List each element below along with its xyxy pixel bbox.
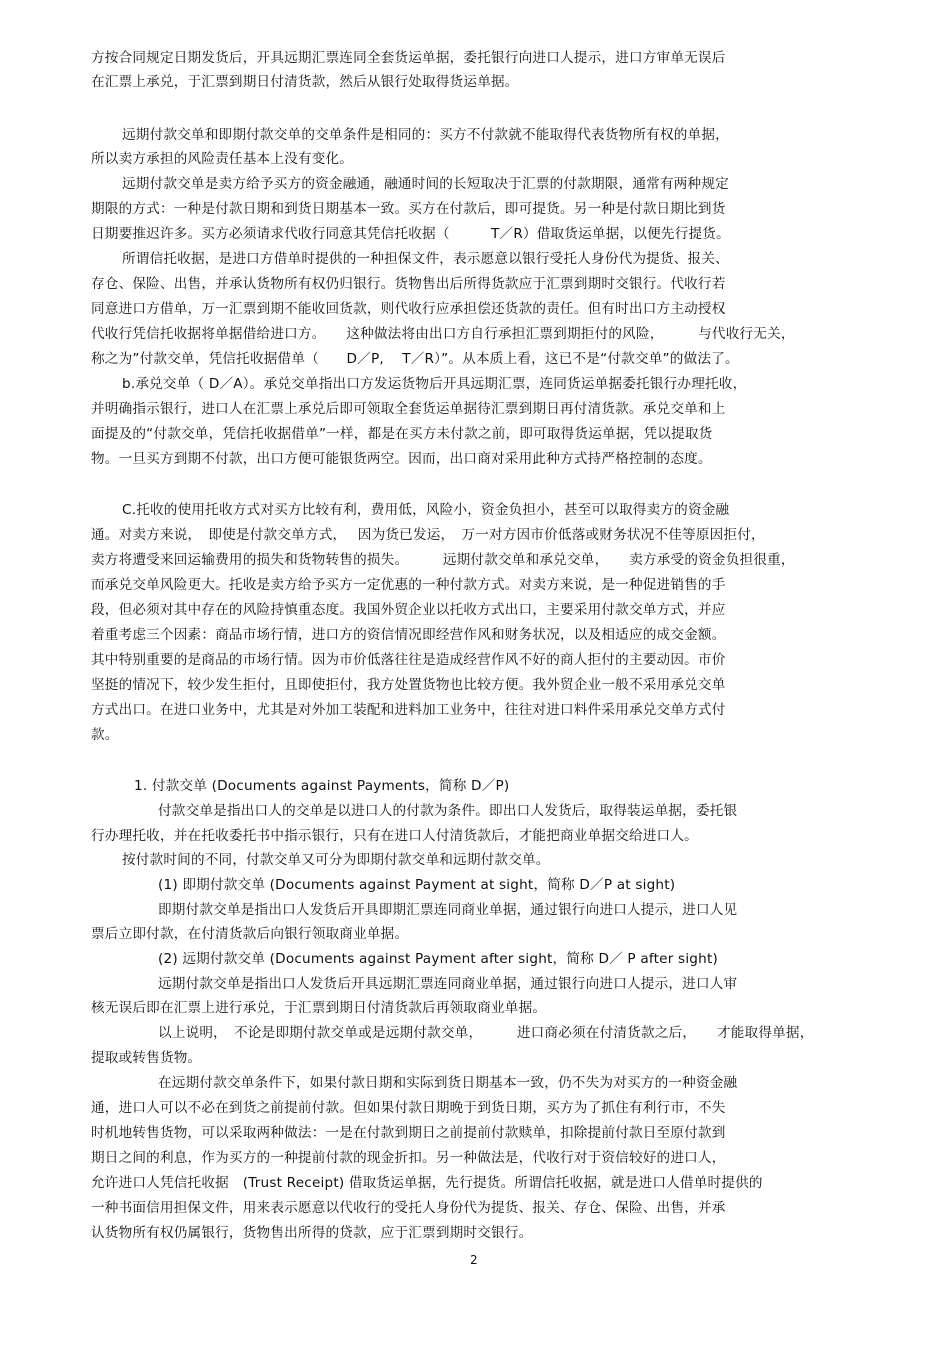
text-line: 以上说明， 不论是即期付款交单或是远期付款交单， 进口商必须在付清货款之后， 才能取得单据， xyxy=(158,1025,814,1041)
text-line: 所谓信托收据，是进口方借单时提供的一种担保文件，表示愿意以银行受托人身份代为提货、报关、 xyxy=(122,251,729,267)
text-line: 允许进口人凭信托收据 (Trust Receipt) 借取货运单据，先行提货。所谓信托收据，就是进口人借单时提供的 xyxy=(91,1175,763,1191)
text-line: 在汇票上承兑，于汇票到期日付清货款，然后从银行处取得货运单据。 xyxy=(91,74,519,90)
text-line: 代收行凭信托收据将单据借给进口方。 这种做法将由出口方自行承担汇票到期拒付的风险， 与代收行无关， xyxy=(91,326,795,342)
subsection-heading: (1) 即期付款交单 (Documents against Payment at sight，简称 D／P at sight) xyxy=(158,877,676,893)
text-line: 通，进口人可以不必在到货之前提前付款。但如果付款日期晚于到货日期，买方为了抓住有利行市，不失 xyxy=(91,1100,726,1116)
text-line: 卖方将遭受来回运输费用的损失和货物转售的损失。 远期付款交单和承兑交单， 卖方承受的资金负担很重， xyxy=(91,552,795,568)
text-line: 提取或转售货物。 xyxy=(91,1050,202,1066)
text-line: 坚挺的情况下，较少发生拒付，且即使拒付，我方处置货物也比较方便。我外贸企业一般不采用承兑交单 xyxy=(91,677,726,693)
text-line: 认货物所有权仍属银行，货物售出所得的贷款，应于汇票到期时交银行。 xyxy=(91,1225,533,1241)
text-line: 方式出口。在进口业务中，尤其是对外加工装配和进料加工业务中，往往对进口料件采用承兑交单方式付 xyxy=(91,702,726,718)
text-line: 行办理托收，并在托收委托书中指示银行，只有在进口人付清货款后，才能把商业单据交给进口人。 xyxy=(91,828,698,844)
page-number: 2 xyxy=(470,1253,478,1267)
text-line: 即期付款交单是指出口人发货后开具即期汇票连同商业单据，通过银行向进口人提示，进口人见 xyxy=(158,902,738,918)
text-line: 远期付款交单和即期付款交单的交单条件是相同的：买方不付款就不能取得代表货物所有权的单据， xyxy=(122,127,729,143)
text-line: 款。 xyxy=(91,727,119,743)
text-line: 存仓、保险、出售，并承认货物所有权仍归银行。货物售出后所得货款应于汇票到期时交银行。代收行若 xyxy=(91,276,726,292)
text-line: 面提及的“付款交单，凭信托收据借单”一样，都是在买方未付款之前，即可取得货运单据，凭以提取货 xyxy=(91,426,713,442)
text-line: 期日之间的利息，作为买方的一种提前付款的现金折扣。另一种做法是，代收行对于资信较好的进口人， xyxy=(91,1150,726,1166)
text-line: 日期要推迟许多。买方必须请求代收行同意其凭信托收据（ T／R）借取货运单据，以便先行提货。 xyxy=(91,226,730,242)
text-line: 票后立即付款，在付清货款后向银行领取商业单据。 xyxy=(91,926,409,942)
text-line: 物。一旦买方到期不付款，出口方便可能银货两空。因而，出口商对采用此种方式持严格控制的态度。 xyxy=(91,451,712,467)
text-line: 核无误后即在汇票上进行承兑，于汇票到期日付清货款后再领取商业单据。 xyxy=(91,1000,547,1016)
text-line: 时机地转售货物，可以采取两种做法：一是在付款到期日之前提前付款赎单，扣除提前付款日至原付款到 xyxy=(91,1125,726,1141)
text-line: 通。对卖方来说， 即使是付款交单方式， 因为货已发运， 万一对方因市价低落或财务状况不佳等原因拒付， xyxy=(91,527,765,543)
text-line: b.承兑交单（ D／A）。承兑交单指出口方发运货物后开具远期汇票，连同货运单据委托银行办理托收， xyxy=(122,376,747,392)
text-line: 远期付款交单是指出口人发货后开具远期汇票连同商业单据，通过银行向进口人提示，进口人审 xyxy=(158,976,738,992)
subsection-heading: (2) 远期付款交单 (Documents against Payment after sight，简称 D／ P after sight) xyxy=(158,951,718,967)
text-line: 同意进口方借单，万一汇票到期不能收回货款，则代收行应承担偿还货款的责任。但有时出口方主动授权 xyxy=(91,301,726,317)
text-line: 付款交单是指出口人的交单是以进口人的付款为条件。即出口人发货后，取得装运单据，委托银 xyxy=(158,803,738,819)
text-line: 在远期付款交单条件下，如果付款日期和实际到货日期基本一致，仍不失为对买方的一种资金融 xyxy=(158,1075,738,1091)
section-heading: 1. 付款交单 (Documents against Payments，简称 D／P) xyxy=(134,778,510,794)
text-line: C.托收的使用托收方式对买方比较有利，费用低，风险小，资金负担小，甚至可以取得卖方的资金融 xyxy=(122,502,730,518)
text-line: 着重考虑三个因素：商品市场行情，进口方的资信情况即经营作风和财务状况，以及相适应的成交金额。 xyxy=(91,627,726,643)
text-line: 方按合同规定日期发货后，开具远期汇票连同全套货运单据，委托银行向进口人提示，进口方审单无误后 xyxy=(91,50,726,66)
text-line: 一种书面信用担保文件，用来表示愿意以代收行的受托人身份代为提货、报关、存仓、保险、出售，并承 xyxy=(91,1200,726,1216)
text-line: 所以卖方承担的风险责任基本上没有变化。 xyxy=(91,151,354,167)
text-line: 称之为”付款交单，凭信托收据借单（ D／P, T／R）”。从本质上看，这已不是“付款交单”的做法了。 xyxy=(91,351,739,367)
text-line: 其中特别重要的是商品的市场行情。因为市价低落往往是造成经营作风不好的商人拒付的主要动因。市价 xyxy=(91,652,726,668)
text-line: 段，但必须对其中存在的风险持慎重态度。我国外贸企业以托收方式出口，主要采用付款交单方式，并应 xyxy=(91,602,726,618)
text-line: 而承兑交单风险更大。托收是卖方给予买方一定优惠的一种付款方式。对卖方来说，是一种促进销售的手 xyxy=(91,577,726,593)
text-line: 并明确指示银行，进口人在汇票上承兑后即可领取全套货运单据待汇票到期日再付清货款。承兑交单和上 xyxy=(91,401,726,417)
text-line: 远期付款交单是卖方给予买方的资金融通，融通时间的长短取决于汇票的付款期限，通常有两种规定 xyxy=(122,176,729,192)
text-line: 期限的方式：一种是付款日期和到货日期基本一致。买方在付款后，即可提货。另一种是付款日期比到货 xyxy=(91,201,726,217)
text-line: 按付款时间的不同，付款交单又可分为即期付款交单和远期付款交单。 xyxy=(122,852,550,868)
